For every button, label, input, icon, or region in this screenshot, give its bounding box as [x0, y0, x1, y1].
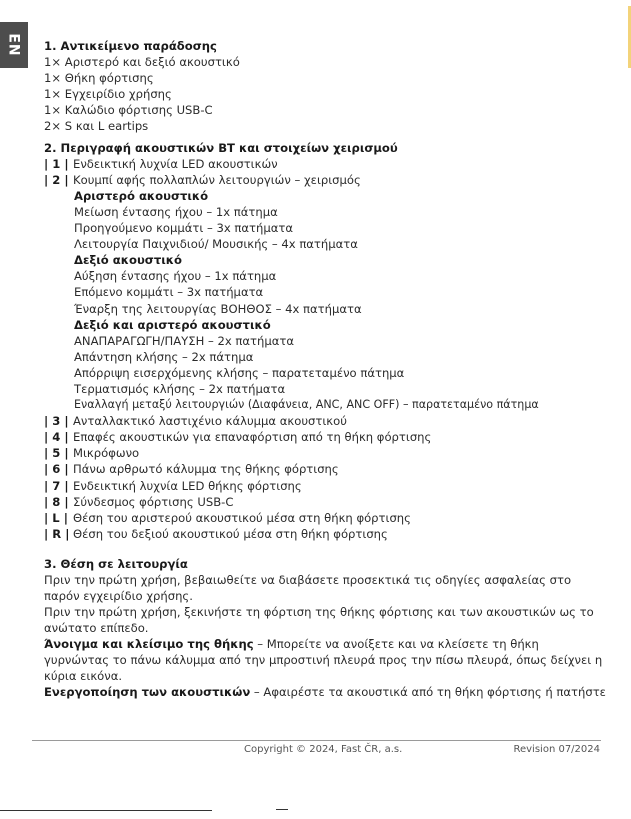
part-number: | L | — [44, 510, 68, 525]
part-label: Κουμπί αφής πολλαπλών λειτουργιών – χειρισμός — [73, 172, 361, 187]
part-item — [44, 445, 604, 461]
document-body — [44, 38, 604, 700]
control-line: Προηγούμενο κομμάτι – 3x πατήματα — [74, 221, 293, 236]
part-item — [44, 478, 604, 494]
delivery-item: 1× Εγχειρίδιο χρήσης — [44, 87, 172, 102]
part-label: Επαφές ακουστικών για επαναφόρτιση από τη θήκη φόρτισης — [73, 430, 432, 445]
delivery-item: 1× Καλώδιο φόρτισης USB-C — [44, 103, 213, 118]
delivery-item: 1× Αριστερό και δεξιό ακουστικό — [44, 55, 240, 70]
control-line: Επόμενο κομμάτι – 3x πατήματα — [74, 285, 264, 300]
revision-text: Revision 07/2024 — [513, 744, 600, 755]
paragraph-lead: Άνοιγμα και κλείσιμο της θήκης — [44, 637, 254, 651]
right-earbud-heading: Δεξιό ακουστικό — [74, 253, 182, 268]
delivery-item: 1× Θήκη φόρτισης — [44, 71, 154, 86]
section-3-title: 3. Θέση σε λειτουργία — [44, 556, 188, 571]
part-label: Ενδεικτική λυχνία LED ακουστικών — [73, 156, 278, 171]
part-label: Πάνω αρθρωτό κάλυμμα της θήκης φόρτισης — [73, 462, 339, 477]
part-number: | R | — [44, 526, 70, 541]
part-label: Μικρόφωνο — [73, 446, 140, 461]
part-number: | 5 | — [44, 446, 69, 461]
part-number: | 2 | — [44, 172, 69, 187]
control-line: Αύξηση έντασης ήχου – 1x πάτημα — [74, 269, 277, 284]
paragraph: Πριν την πρώτη χρήση, βεβαιωθείτε να διαβάσετε προσεκτικά τις οδηγίες ασφαλείας στο παρόν εγχειρίδιο χρήσης. — [44, 573, 572, 603]
paragraph: Πριν την πρώτη χρήση, ξεκινήστε τη φόρτιση της θήκης φόρτισης και των ακουστικών ως το ανώτατο επίπεδο. — [44, 605, 594, 635]
language-tab-label: EN — [6, 33, 22, 57]
part-item — [44, 413, 604, 429]
copyright-text: Copyright © 2024, Fast ČR, a.s. — [244, 744, 403, 755]
control-line: Τερματισμός κλήσης – 2x πατήματα — [74, 381, 286, 396]
part-number: | 8 | — [44, 494, 69, 509]
part-label: Σύνδεσμος φόρτισης USB-C — [73, 494, 234, 509]
part-item — [44, 510, 604, 526]
part-number: | 1 | — [44, 156, 69, 171]
part-label: Ενδεικτική λυχνία LED θήκης φόρτισης — [73, 478, 302, 493]
footer-divider — [32, 740, 601, 741]
crop-line — [0, 810, 212, 811]
language-tab — [0, 22, 28, 68]
part-item — [44, 429, 604, 445]
part-number: | 7 | — [44, 478, 69, 493]
part-number: | 4 | — [44, 430, 69, 445]
part-item — [44, 494, 604, 510]
crop-mark — [276, 809, 288, 810]
paragraph-lead: Ενεργοποίηση των ακουστικών — [44, 685, 251, 699]
control-line: Εναλλαγή μεταξύ λειτουργιών (Διαφάνεια, ANC, ANC OFF) – παρατεταμένο πάτημα — [74, 398, 539, 412]
left-earbud-heading: Αριστερό ακουστικό — [74, 188, 209, 203]
part-number: | 6 | — [44, 462, 69, 477]
control-line: Μείωση έντασης ήχου – 1x πάτημα — [74, 204, 278, 219]
part-item — [44, 526, 604, 542]
control-line: Απόρριψη εισερχόμενης κλήσης – παρατεταμένο πάτημα — [74, 365, 405, 380]
part-item — [44, 156, 604, 172]
part-label: Θέση του δεξιού ακουστικού μέσα στη θήκη φόρτισης — [73, 526, 388, 541]
paragraph-text: – Αφαιρέστε τα ακουστικά από τη θήκη φόρτισης ή πατήστε — [250, 685, 606, 699]
delivery-item: 2× S και L eartips — [44, 119, 149, 134]
both-earbuds-heading: Δεξιό και αριστερό ακουστικό — [74, 317, 271, 332]
paragraph — [44, 636, 604, 684]
control-line: ΑΝΑΠΑΡΑΓΩΓΗ/ΠΑΥΣΗ – 2x πατήματα — [74, 333, 294, 348]
part-item — [44, 461, 604, 477]
part-item — [44, 172, 604, 188]
control-line: Απάντηση κλήσης – 2x πάτημα — [74, 349, 254, 364]
part-label: Θέση του αριστερού ακουστικού μέσα στη θήκη φόρτισης — [73, 510, 411, 525]
control-line: Έναρξη της λειτουργίας ΒΟΗΘΟΣ – 4x πατήματα — [74, 301, 362, 316]
paragraph — [44, 684, 604, 700]
part-label: Ανταλλακτικό λαστιχένιο κάλυμμα ακουστικού — [73, 414, 347, 429]
section-2-title: 2. Περιγραφή ακουστικών BT και στοιχείων χειρισμού — [44, 140, 398, 155]
control-line: Λειτουργία Παιχνιδιού/ Μουσικής – 4x πατήματα — [74, 237, 358, 252]
section-1-title: 1. Αντικείμενο παράδοσης — [44, 39, 217, 53]
paragraph-text: – Μπορείτε να ανοίξετε και να κλείσετε τη θήκη γυρνώντας το πάνω κάλυμμα από την μπροστινή πλευρά προς την πίσω πλευρά, όπως δείχνει η κύρια εικόνα. — [44, 637, 603, 683]
part-number: | 3 | — [44, 414, 69, 429]
